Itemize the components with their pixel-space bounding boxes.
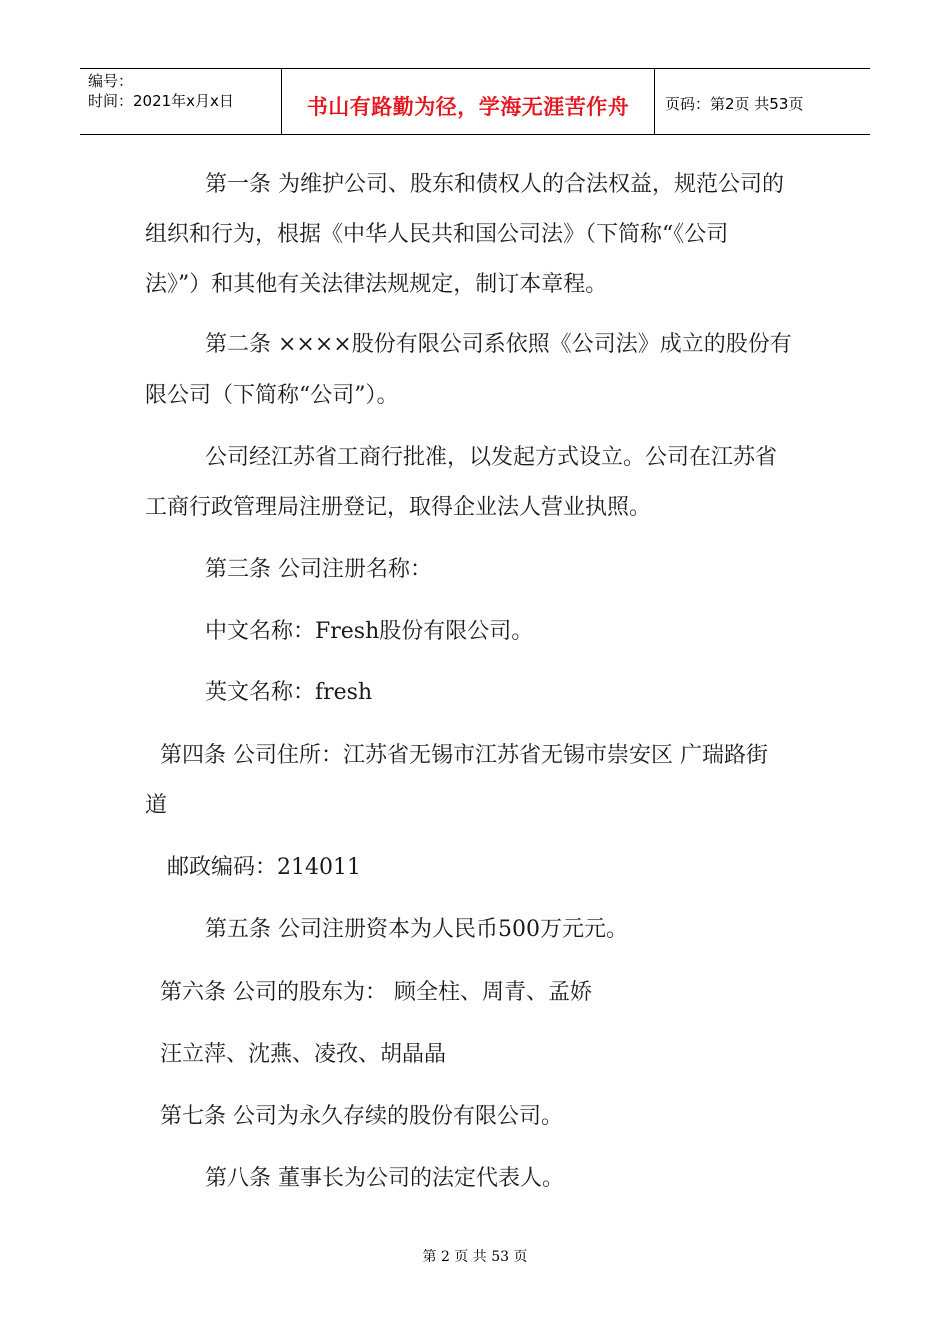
article-2-line-2: 限公司（下简称“公司”）。 (145, 383, 399, 408)
header-page-cell (655, 69, 870, 134)
header-motto: 书山有路勤为径，学海无涯苦作舟 (306, 95, 630, 119)
article-4-line-2: 道 (145, 793, 168, 818)
article-1-line-3: 法》”）和其他有关法律法规规定，制订本章程。 (145, 272, 608, 297)
document-header (80, 68, 870, 135)
header-meta-cell (80, 69, 282, 134)
chinese-name-line: 中文名称：Fresh股份有限公司。 (205, 619, 534, 644)
page-footer: 第 2 页 共 53 页 (422, 1249, 528, 1265)
english-name-line: 英文名称：fresh (205, 680, 373, 705)
article-8-line: 第八条 董事长为公司的法定代表人。 (205, 1166, 564, 1191)
article-6-line-2: 汪立萍、沈燕、凌孜、胡晶晶 (160, 1042, 447, 1067)
establishment-line-1: 公司经江苏省工商行批准，以发起方式设立。公司在江苏省 (205, 445, 778, 470)
document-number-label: 编号： (88, 72, 134, 90)
header-page-info: 页码：第2页 共53页 (665, 95, 804, 113)
article-5-line: 第五条 公司注册资本为人民币500万元元。 (205, 917, 628, 942)
postal-code-line: 邮政编码：214011 (167, 855, 361, 880)
article-2-line-1: 第二条 ××××股份有限公司系依照《公司法》成立的股份有 (205, 332, 792, 357)
header-motto-cell (282, 69, 655, 134)
article-1-line-1: 第一条 为维护公司、股东和债权人的合法权益，规范公司的 (205, 172, 784, 197)
article-6-line-1: 第六条 公司的股东为： 顾全柱、周青、孟娇 (160, 980, 592, 1005)
article-3-line: 第三条 公司注册名称： (205, 557, 432, 582)
document-date-label: 时间：2021年x月x日 (88, 92, 234, 110)
article-1-line-2: 组织和行为，根据《中华人民共和国公司法》（下简称“《公司 (145, 222, 729, 247)
article-7-line: 第七条 公司为永久存续的股份有限公司。 (160, 1104, 563, 1129)
establishment-line-2: 工商行政管理局注册登记，取得企业法人营业执照。 (145, 495, 652, 520)
article-4-line-1: 第四条 公司住所：江苏省无锡市江苏省无锡市崇安区 广瑞路街 (160, 743, 768, 768)
